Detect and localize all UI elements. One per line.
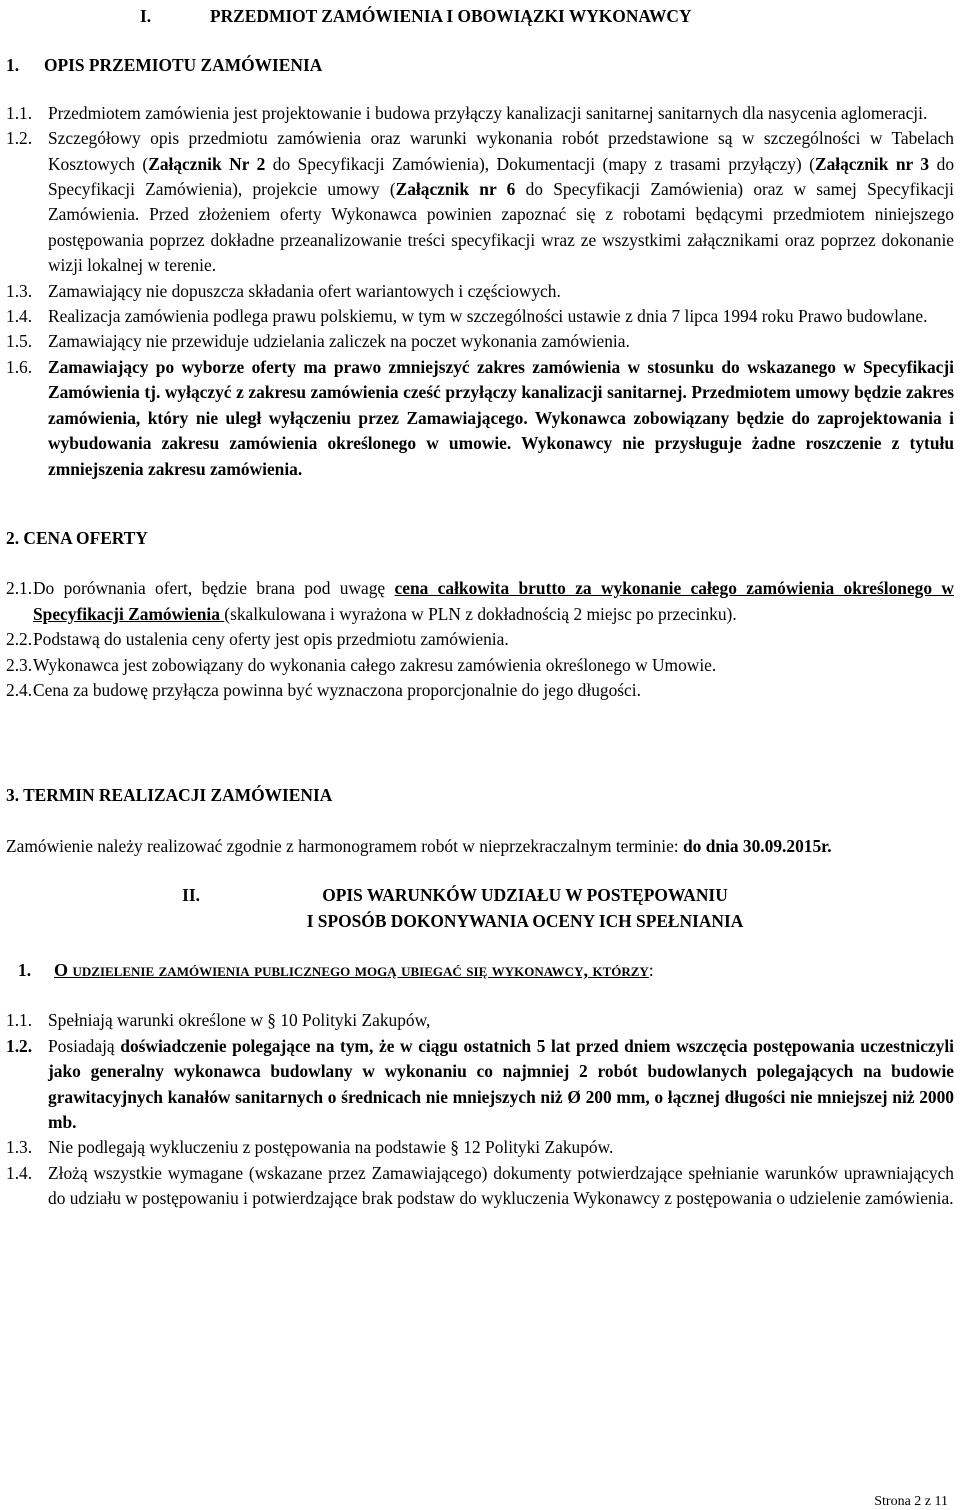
- footer-page: 2: [914, 1494, 922, 1509]
- paragraph-number: 1.1.: [6, 102, 33, 123]
- paragraph-text: [48, 1034, 954, 1136]
- part2-title-line2: I SPOSÓB DOKONYWANIA OCENY ICH SPEŁNIANIA: [306, 910, 744, 931]
- section1-heading: [6, 53, 954, 78]
- eligibility-heading-number: 1.: [18, 959, 32, 980]
- part2-heading: [6, 883, 954, 934]
- paragraph-text: Cena za budowę przyłącza powinna być wyznaczona proporcjonalnie do jego długości.: [33, 679, 641, 700]
- text-run: Szczegółowy opis przedmiotu zamówienia oraz warunki wykonania robót przedstawione są w szczególności w Tabelach Kosztowych (: [48, 128, 954, 174]
- text-run: (skalkulowana i wyrażona w PLN z dokładnością 2 miejsc po przecinku).: [224, 603, 737, 624]
- condition-1-2: [6, 1034, 954, 1136]
- paragraph-text: Realizacja zamówienia podlega prawu polskiemu, w tym w szczególności ustawie z dnia 7 lipca 1994 roku Prawo budowlane.: [48, 306, 928, 327]
- text-run: do Specyfikacji Zamówienia), Dokumentacji (mapy z trasami przyłączy) (: [265, 153, 815, 174]
- paragraph-text: [48, 126, 954, 278]
- paragraph-number: 2.4.: [6, 679, 33, 700]
- paragraph-1-3: [6, 279, 954, 304]
- footer-label: Strona: [874, 1494, 915, 1509]
- paragraph-number: 1.3.: [6, 280, 33, 301]
- paragraph-1-5: [6, 329, 954, 354]
- text-run: do Specyfikacji Zamówienia), projekcie umowy (: [48, 153, 955, 200]
- paragraph-text: Złożą wszystkie wymagane (wskazane przez Zamawiającego) dokumenty potwierdzające spełnianie warunków uprawniających do udziału w postępowaniu i potwierdzające brak podstaw do wykluczenia Wykonawcy z postępowania o udzielenie zamówienia.: [48, 1162, 954, 1209]
- paragraph-2-4: [6, 678, 954, 703]
- footer-separator: z: [921, 1494, 935, 1509]
- text-run: Do porównania ofert, będzie brana pod uwagę: [33, 578, 395, 599]
- paragraph-number: 2.1.: [6, 578, 33, 599]
- paragraph-text: Zamawiający po wyborze oferty ma prawo zmniejszyć zakres zamówienia w stosunku do wskazanego w Specyfikacji Zamówienia tj. wyłączyć z zakresu zamówienia cześć przyłączy kanalizacji sanitarnej. Przedmiotem umowy będzie zakres zamówienia, który nie uległ wyłączeniu przez Zamawiającego. Wykonawca zobowiązany będzie do zaprojektowania i wybudowania zakresu zamówienia określonego w umowie. Wykonawcy nie przysługuje żadne roszczenie z tytułu zmniejszenia zakresu zamówienia.: [48, 356, 954, 479]
- section3-heading: 3. TERMIN REALIZACJI ZAMÓWIENIA: [6, 785, 333, 806]
- paragraph-3: [6, 834, 954, 859]
- main-heading-text: PRZEDMIOT ZAMÓWIENIA I OBOWIĄZKI WYKONAWCY: [210, 6, 692, 26]
- main-heading: [6, 4, 954, 29]
- paragraph-number: 1.3.: [6, 1137, 33, 1158]
- footer-total: 11: [934, 1494, 948, 1509]
- paragraph-1-2: [6, 126, 954, 278]
- paragraph-text: Spełniają warunki określone w § 10 Polityki Zakupów,: [48, 1010, 431, 1031]
- bold-run: Załącznik nr 3: [814, 153, 930, 174]
- paragraph-text: Wykonawca jest zobowiązany do wykonania całego zakresu zamówienia określonego w Umowie.: [33, 654, 717, 675]
- text-run: Zamówienie należy realizować zgodnie z harmonogramem robót w nieprzekraczalnym terminie:: [6, 835, 683, 856]
- page-number-footer: [874, 1494, 948, 1510]
- paragraph-number: 2.2.: [6, 629, 33, 650]
- condition-1-4: [6, 1161, 954, 1212]
- paragraph-number: 1.6.: [6, 356, 33, 377]
- paragraph-1-1: [6, 101, 954, 126]
- paragraph-number: 2.3.: [6, 654, 33, 675]
- paragraph-text: Przedmiotem zamówienia jest projektowanie i budowa przyłączy kanalizacji sanitarnej sanitarnych dla nasycenia aglomeracji.: [48, 102, 928, 123]
- paragraph-text: Zamawiający nie przewiduje udzielania zaliczek na poczet wykonania zamówienia.: [48, 331, 630, 352]
- paragraph-number: 1.1.: [6, 1010, 33, 1031]
- section1-title: OPIS PRZEMIOTU ZAMÓWIENIA: [44, 55, 323, 76]
- paragraph-1-6: [6, 355, 954, 482]
- eligibility-heading-text: O udzielenie zamówienia publicznego mogą ubiegać się wykonawcy, którzy: [54, 959, 649, 980]
- paragraph-2-1: [6, 576, 954, 627]
- paragraph-text: Podstawą do ustalenia ceny oferty jest opis przedmiotu zamówienia.: [33, 629, 509, 650]
- paragraph-1-4: [6, 304, 954, 329]
- bold-run: Załącznik Nr 2: [148, 153, 266, 174]
- eligibility-heading: [6, 958, 954, 983]
- section2-heading: 2. CENA OFERTY: [6, 527, 148, 548]
- paragraph-number: 1.4.: [6, 306, 33, 327]
- paragraph-text: Nie podlegają wykluczeniu z postępowania na podstawie § 12 Polityki Zakupów.: [48, 1137, 614, 1158]
- condition-1-3: [6, 1135, 954, 1160]
- text-run: Posiadają: [48, 1035, 121, 1056]
- part2-title: [248, 883, 802, 934]
- bold-run: do dnia 30.09.2015r.: [682, 835, 832, 856]
- eligibility-heading-colon: :: [648, 959, 654, 980]
- condition-1-1: [6, 1008, 954, 1033]
- bold-run: Załącznik nr 6: [395, 179, 516, 200]
- text-run: do Specyfikacji Zamówienia) oraz w samej Specyfikacji Zamówienia. Przed złożeniem oferty Wykonawca powinien zapoznać się z robotami będącymi przedmiotem niniejszego postępowania poprzez dokładne przeanalizowanie treści specyfikacji wraz ze wszystkimi załącznikami oraz poprzez dokonanie wizji lokalnej w terenie.: [48, 179, 955, 276]
- paragraph-text: [33, 576, 954, 627]
- bold-run: doświadczenie polegające na tym, że w ciągu ostatnich 5 lat przed dniem wszczęcia postępowania uczestniczyli jako generalny wykonawca budowlany w wykonaniu co najmniej 2 robót budowlanych polegających na budowie grawitacyjnych kanałów sanitarnych o średnicach nie mniejszych niż Ø 200 mm, o łącznej długości nie mniejszej niż 2000 mb.: [48, 1035, 954, 1132]
- paragraph-number: 1.2.: [6, 1035, 33, 1056]
- section1-number: 1.: [6, 55, 20, 76]
- main-heading-number: I.: [140, 6, 152, 26]
- paragraph-2-3: [6, 653, 954, 678]
- part2-title-line1: OPIS WARUNKÓW UDZIAŁU W POSTĘPOWANIU: [322, 885, 728, 906]
- underlined-bold-run: cena całkowita brutto za wykonanie całego zamówienia określonego w Specyfikacji Zamówienia: [33, 578, 954, 624]
- paragraph-number: 1.5.: [6, 331, 33, 352]
- paragraph-2-2: [6, 627, 954, 652]
- paragraph-number: 1.4.: [6, 1162, 33, 1183]
- paragraph-text: Zamawiający nie dopuszcza składania ofert wariantowych i częściowych.: [48, 280, 561, 301]
- part2-number: II.: [182, 885, 200, 906]
- paragraph-number: 1.2.: [6, 128, 33, 149]
